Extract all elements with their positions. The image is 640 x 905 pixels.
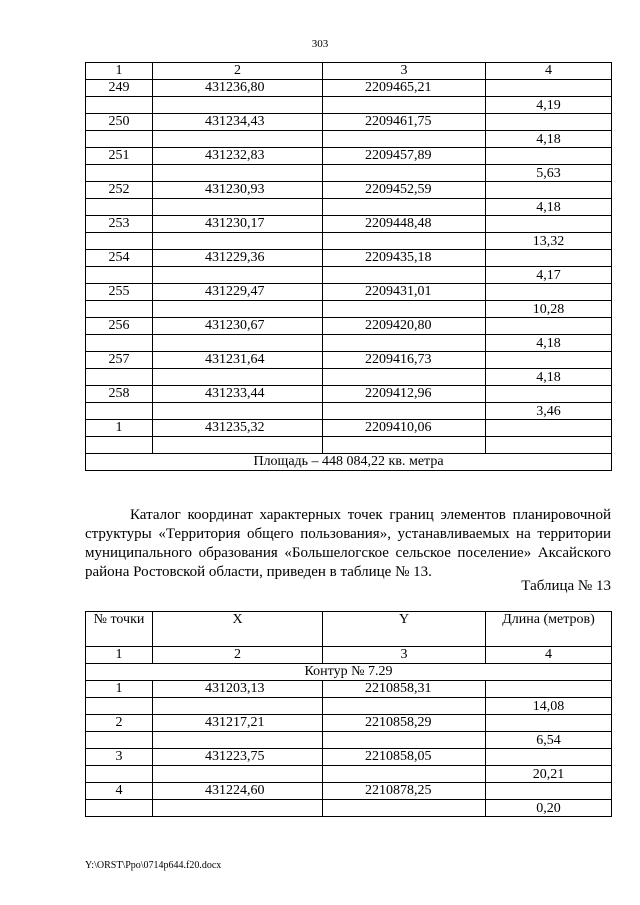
point-number-cell: 258 — [86, 386, 153, 403]
empty-cell — [486, 352, 612, 369]
y-coordinate-cell: 2209435,18 — [323, 250, 486, 267]
empty-cell — [153, 732, 323, 749]
empty-cell — [153, 335, 323, 352]
empty-cell — [323, 335, 486, 352]
empty-cell — [153, 766, 323, 783]
empty-cell — [486, 216, 612, 233]
empty-cell — [153, 165, 323, 182]
table-row-length — [86, 403, 612, 420]
empty-cell — [153, 233, 323, 250]
table-row-length — [86, 301, 612, 318]
empty-cell — [323, 131, 486, 148]
table-row — [86, 420, 612, 437]
table-row — [86, 80, 612, 97]
column-number-cell: 1 — [86, 63, 153, 80]
x-coordinate-cell: 431203,13 — [153, 681, 323, 698]
table-row — [86, 182, 612, 199]
table-row-length — [86, 97, 612, 114]
column-number-cell: 2 — [153, 63, 323, 80]
table-row — [86, 749, 612, 766]
empty-cell — [86, 97, 153, 114]
table-row-length — [86, 437, 612, 454]
coordinates-table-13 — [85, 611, 612, 817]
length-cell: 0,20 — [486, 800, 612, 817]
empty-cell — [323, 800, 486, 817]
empty-cell — [153, 698, 323, 715]
y-coordinate-cell: 2210858,29 — [323, 715, 486, 732]
empty-cell — [86, 698, 153, 715]
length-cell: 10,28 — [486, 301, 612, 318]
column-number-cell: 4 — [486, 647, 612, 664]
length-cell: 5,63 — [486, 165, 612, 182]
empty-cell — [153, 267, 323, 284]
y-coordinate-cell: 2210858,31 — [323, 681, 486, 698]
empty-cell — [153, 97, 323, 114]
point-number-cell: 254 — [86, 250, 153, 267]
empty-cell — [486, 114, 612, 131]
empty-cell — [153, 301, 323, 318]
empty-cell — [486, 318, 612, 335]
empty-cell — [86, 131, 153, 148]
column-title-cell: № точки — [86, 612, 153, 647]
x-coordinate-cell: 431229,36 — [153, 250, 323, 267]
table-row — [86, 783, 612, 800]
table-row-length — [86, 732, 612, 749]
empty-cell — [153, 800, 323, 817]
table-row — [86, 284, 612, 301]
column-number-cell: 2 — [153, 647, 323, 664]
contour-row — [86, 664, 612, 681]
empty-cell — [486, 386, 612, 403]
empty-cell — [86, 165, 153, 182]
empty-cell — [323, 267, 486, 284]
y-coordinate-cell: 2209410,06 — [323, 420, 486, 437]
empty-cell — [153, 437, 323, 454]
column-number-cell: 3 — [323, 63, 486, 80]
empty-cell — [86, 800, 153, 817]
empty-cell — [153, 199, 323, 216]
table-row-length — [86, 369, 612, 386]
point-number-cell: 253 — [86, 216, 153, 233]
y-coordinate-cell: 2209465,21 — [323, 80, 486, 97]
length-cell: 4,19 — [486, 97, 612, 114]
x-coordinate-cell: 431230,67 — [153, 318, 323, 335]
table-row — [86, 216, 612, 233]
empty-cell — [486, 783, 612, 800]
length-cell: 13,32 — [486, 233, 612, 250]
point-number-cell: 2 — [86, 715, 153, 732]
x-coordinate-cell: 431223,75 — [153, 749, 323, 766]
column-title-cell: X — [153, 612, 323, 647]
empty-cell — [323, 97, 486, 114]
length-cell: 4,17 — [486, 267, 612, 284]
table-row — [86, 250, 612, 267]
coordinates-table-continued — [85, 62, 612, 471]
table-row — [86, 386, 612, 403]
table-label: Таблица № 13 — [521, 578, 611, 594]
table-row — [86, 715, 612, 732]
empty-cell — [323, 403, 486, 420]
length-cell: 3,46 — [486, 403, 612, 420]
table-row-length — [86, 199, 612, 216]
y-coordinate-cell: 2210878,25 — [323, 783, 486, 800]
page-number: 303 — [311, 38, 329, 50]
point-number-cell: 250 — [86, 114, 153, 131]
empty-cell — [486, 80, 612, 97]
y-coordinate-cell: 2209431,01 — [323, 284, 486, 301]
y-coordinate-cell: 2209452,59 — [323, 182, 486, 199]
point-number-cell: 3 — [86, 749, 153, 766]
y-coordinate-cell: 2209448,48 — [323, 216, 486, 233]
x-coordinate-cell: 431232,83 — [153, 148, 323, 165]
length-cell: 4,18 — [486, 131, 612, 148]
empty-cell — [323, 766, 486, 783]
table-row-length — [86, 698, 612, 715]
table-row — [86, 114, 612, 131]
table-header-row — [86, 647, 612, 664]
empty-cell — [486, 182, 612, 199]
x-coordinate-cell: 431217,21 — [153, 715, 323, 732]
empty-cell — [323, 233, 486, 250]
x-coordinate-cell: 431236,80 — [153, 80, 323, 97]
area-total-cell: Площадь – 448 084,22 кв. метра — [86, 454, 612, 471]
empty-cell — [486, 148, 612, 165]
empty-cell — [153, 403, 323, 420]
y-coordinate-cell: 2210858,05 — [323, 749, 486, 766]
empty-cell — [486, 284, 612, 301]
empty-cell — [86, 732, 153, 749]
point-number-cell: 257 — [86, 352, 153, 369]
y-coordinate-cell: 2209420,80 — [323, 318, 486, 335]
y-coordinate-cell: 2209461,75 — [323, 114, 486, 131]
empty-cell — [486, 749, 612, 766]
column-number-cell: 4 — [486, 63, 612, 80]
footer-file-path: Y:\ORST\Ppo\0714p644.f20.docx — [85, 860, 222, 871]
empty-cell — [86, 766, 153, 783]
x-coordinate-cell: 431234,43 — [153, 114, 323, 131]
table-row — [86, 318, 612, 335]
empty-cell — [486, 715, 612, 732]
x-coordinate-cell: 431224,60 — [153, 783, 323, 800]
point-number-cell: 4 — [86, 783, 153, 800]
y-coordinate-cell: 2209457,89 — [323, 148, 486, 165]
table-row-length — [86, 766, 612, 783]
catalog-paragraph: Каталог координат характерных точек границ элементов планировочной структуры «Территория общего пользования», устанавливаемых на территории муниципального образования «Большелогское сельское поселение» Аксайского района Ростовской области, приведен в таблице № 13. — [85, 507, 611, 580]
empty-cell — [323, 199, 486, 216]
point-number-cell: 252 — [86, 182, 153, 199]
point-number-cell: 251 — [86, 148, 153, 165]
empty-cell — [323, 732, 486, 749]
point-number-cell: 1 — [86, 681, 153, 698]
point-number-cell: 1 — [86, 420, 153, 437]
x-coordinate-cell: 431230,93 — [153, 182, 323, 199]
column-title-cell: Длина (метров) — [486, 612, 612, 647]
length-cell — [486, 437, 612, 454]
empty-cell — [486, 681, 612, 698]
table-row — [86, 148, 612, 165]
empty-cell — [86, 369, 153, 386]
x-coordinate-cell: 431235,32 — [153, 420, 323, 437]
table-row-length — [86, 335, 612, 352]
empty-cell — [86, 301, 153, 318]
point-number-cell: 255 — [86, 284, 153, 301]
empty-cell — [86, 403, 153, 420]
table-row-length — [86, 131, 612, 148]
length-cell: 20,21 — [486, 766, 612, 783]
empty-cell — [323, 698, 486, 715]
column-title-cell: Y — [323, 612, 486, 647]
y-coordinate-cell: 2209416,73 — [323, 352, 486, 369]
empty-cell — [86, 267, 153, 284]
empty-cell — [323, 437, 486, 454]
empty-cell — [486, 250, 612, 267]
column-number-cell: 1 — [86, 647, 153, 664]
x-coordinate-cell: 431231,64 — [153, 352, 323, 369]
area-row — [86, 454, 612, 471]
point-number-cell: 256 — [86, 318, 153, 335]
empty-cell — [323, 165, 486, 182]
length-cell: 4,18 — [486, 199, 612, 216]
x-coordinate-cell: 431229,47 — [153, 284, 323, 301]
table-row — [86, 352, 612, 369]
empty-cell — [86, 335, 153, 352]
x-coordinate-cell: 431230,17 — [153, 216, 323, 233]
empty-cell — [153, 131, 323, 148]
length-cell: 4,18 — [486, 335, 612, 352]
table-row-length — [86, 165, 612, 182]
column-number-cell: 3 — [323, 647, 486, 664]
length-cell: 4,18 — [486, 369, 612, 386]
table-row-length — [86, 800, 612, 817]
table-header-row — [86, 63, 612, 80]
y-coordinate-cell: 2209412,96 — [323, 386, 486, 403]
table-row — [86, 681, 612, 698]
empty-cell — [86, 199, 153, 216]
length-cell: 6,54 — [486, 732, 612, 749]
length-cell: 14,08 — [486, 698, 612, 715]
table-title-row — [86, 612, 612, 647]
point-number-cell: 249 — [86, 80, 153, 97]
x-coordinate-cell: 431233,44 — [153, 386, 323, 403]
empty-cell — [86, 437, 153, 454]
empty-cell — [323, 301, 486, 318]
contour-label-cell: Контур № 7.29 — [86, 664, 612, 681]
table-row-length — [86, 233, 612, 250]
empty-cell — [323, 369, 486, 386]
empty-cell — [153, 369, 323, 386]
table-row-length — [86, 267, 612, 284]
empty-cell — [486, 420, 612, 437]
empty-cell — [86, 233, 153, 250]
